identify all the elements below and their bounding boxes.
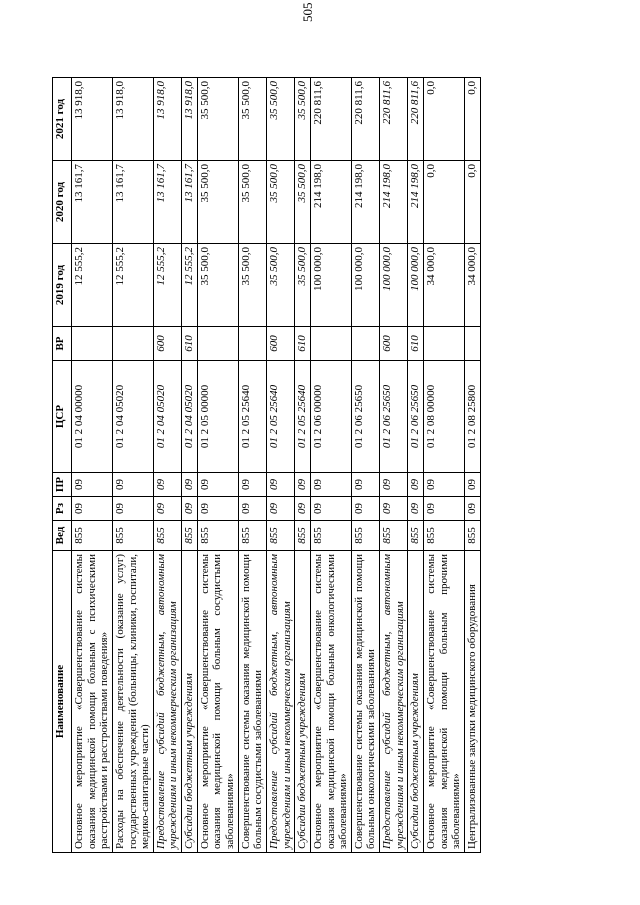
row-2021: 35 500,0 (295, 78, 311, 161)
header-name: Наименование (53, 551, 72, 853)
table-row (424, 78, 465, 853)
row-ved: 855 (380, 521, 408, 551)
table-row (380, 78, 408, 853)
row-2021: 13 918,0 (72, 78, 113, 161)
row-2020: 214 198,0 (380, 161, 408, 244)
header-2021: 2021 год (53, 78, 72, 161)
row-2021: 35 500,0 (197, 78, 238, 161)
row-2019: 34 000,0 (464, 244, 480, 327)
row-ved: 855 (424, 521, 465, 551)
row-2019: 35 500,0 (197, 244, 238, 327)
row-pr: 09 (238, 473, 266, 497)
table-row (238, 78, 266, 853)
row-2021: 220 811,6 (351, 78, 379, 161)
row-2020: 35 500,0 (295, 161, 311, 244)
row-name: Предоставление субсидий бюджетным, автономным учреждениям и иным некоммерческим организациям (380, 551, 408, 853)
table-row (266, 78, 294, 853)
row-pr: 09 (72, 473, 113, 497)
row-vr (424, 327, 465, 361)
row-ved: 855 (351, 521, 379, 551)
table-row (72, 78, 113, 853)
row-pr: 09 (424, 473, 465, 497)
row-vr: 610 (408, 327, 424, 361)
row-vr (238, 327, 266, 361)
row-2021: 13 918,0 (182, 78, 198, 161)
row-ved: 855 (464, 521, 480, 551)
table-row (351, 78, 379, 853)
row-2021: 13 918,0 (153, 78, 181, 161)
row-name: Предоставление субсидий бюджетным, автономным учреждениям и иным некоммерческим организациям (266, 551, 294, 853)
row-name: Совершенствование системы оказания медицинской помощи больным онкологическими заболеваниями (351, 551, 379, 853)
row-name: Основное мероприятие «Совершенствование системы оказания медицинской помощи больным с психическими расстройствами и расстройствами поведения» (72, 551, 113, 853)
row-name: Основное мероприятие «Совершенствование системы оказания медицинской помощи больным прочими заболеваниями» (424, 551, 465, 853)
row-rz: 09 (238, 497, 266, 521)
row-rz: 09 (72, 497, 113, 521)
row-csr: 01 2 05 25640 (238, 361, 266, 473)
row-pr: 09 (197, 473, 238, 497)
row-name: Субсидии бюджетным учреждениям (182, 551, 198, 853)
row-rz: 09 (380, 497, 408, 521)
row-csr: 01 2 08 25800 (464, 361, 480, 473)
row-name: Расходы на обеспечение деятельности (оказание услуг) государственных учреждений (больницы, клиники, госпитали, медико-санитарные части) (112, 551, 153, 853)
row-rz: 09 (182, 497, 198, 521)
row-ved: 855 (266, 521, 294, 551)
row-ved: 855 (238, 521, 266, 551)
row-2019: 100 000,0 (310, 244, 351, 327)
row-csr: 01 2 04 05020 (153, 361, 181, 473)
row-ved: 855 (72, 521, 113, 551)
row-ved: 855 (112, 521, 153, 551)
row-csr: 01 2 05 25640 (295, 361, 311, 473)
row-csr: 01 2 05 25640 (266, 361, 294, 473)
row-pr: 09 (153, 473, 181, 497)
row-rz: 09 (310, 497, 351, 521)
row-2020: 214 198,0 (351, 161, 379, 244)
row-vr: 610 (295, 327, 311, 361)
row-vr (464, 327, 480, 361)
row-pr: 09 (182, 473, 198, 497)
row-2020: 35 500,0 (266, 161, 294, 244)
row-2020: 13 161,7 (112, 161, 153, 244)
row-name: Субсидии бюджетным учреждениям (408, 551, 424, 853)
row-name: Предоставление субсидий бюджетным, автономным учреждениям и иным некоммерческим организациям (153, 551, 181, 853)
row-pr: 09 (464, 473, 480, 497)
row-2021: 0,0 (424, 78, 465, 161)
row-2021: 220 811,6 (408, 78, 424, 161)
row-vr (197, 327, 238, 361)
table-header-row (53, 78, 72, 853)
row-vr (310, 327, 351, 361)
header-csr: ЦСР (53, 361, 72, 473)
row-rz: 09 (351, 497, 379, 521)
row-pr: 09 (310, 473, 351, 497)
row-pr: 09 (112, 473, 153, 497)
row-csr: 01 2 06 25650 (351, 361, 379, 473)
row-csr: 01 2 08 00000 (424, 361, 465, 473)
row-csr: 01 2 05 00000 (197, 361, 238, 473)
row-2019: 100 000,0 (408, 244, 424, 327)
row-2019: 34 000,0 (424, 244, 465, 327)
row-rz: 09 (295, 497, 311, 521)
row-2019: 12 555,2 (153, 244, 181, 327)
row-2021: 220 811,6 (380, 78, 408, 161)
row-vr: 610 (182, 327, 198, 361)
row-csr: 01 2 04 05020 (182, 361, 198, 473)
row-2019: 35 500,0 (266, 244, 294, 327)
table-row (153, 78, 181, 853)
row-2021: 220 811,6 (310, 78, 351, 161)
row-pr: 09 (266, 473, 294, 497)
row-2020: 0,0 (424, 161, 465, 244)
row-name: Совершенствование системы оказания медицинской помощи больным сосудистыми заболеваниями (238, 551, 266, 853)
table-row (112, 78, 153, 853)
row-vr (351, 327, 379, 361)
table-row (295, 78, 311, 853)
row-pr: 09 (408, 473, 424, 497)
row-rz: 09 (266, 497, 294, 521)
row-2019: 100 000,0 (380, 244, 408, 327)
row-rz: 09 (408, 497, 424, 521)
header-rz: Рз (53, 497, 72, 521)
row-csr: 01 2 06 00000 (310, 361, 351, 473)
row-csr: 01 2 04 00000 (72, 361, 113, 473)
row-2020: 13 161,7 (182, 161, 198, 244)
row-ved: 855 (408, 521, 424, 551)
row-rz: 09 (112, 497, 153, 521)
row-2020: 13 161,7 (153, 161, 181, 244)
row-2019: 100 000,0 (351, 244, 379, 327)
row-2019: 12 555,2 (182, 244, 198, 327)
row-2020: 13 161,7 (72, 161, 113, 244)
table-row (408, 78, 424, 853)
row-2021: 35 500,0 (266, 78, 294, 161)
row-2019: 12 555,2 (72, 244, 113, 327)
row-pr: 09 (295, 473, 311, 497)
row-2020: 35 500,0 (238, 161, 266, 244)
row-2020: 214 198,0 (408, 161, 424, 244)
row-2021: 35 500,0 (238, 78, 266, 161)
row-csr: 01 2 06 25650 (380, 361, 408, 473)
row-vr: 600 (266, 327, 294, 361)
row-2019: 12 555,2 (112, 244, 153, 327)
row-ved: 855 (153, 521, 181, 551)
row-ved: 855 (310, 521, 351, 551)
header-vr: ВР (53, 327, 72, 361)
row-csr: 01 2 04 05020 (112, 361, 153, 473)
row-ved: 855 (182, 521, 198, 551)
table-row (464, 78, 480, 853)
table-row (182, 78, 198, 853)
row-pr: 09 (380, 473, 408, 497)
row-rz: 09 (197, 497, 238, 521)
row-2020: 214 198,0 (310, 161, 351, 244)
row-name: Основное мероприятие «Совершенствование системы оказания медицинской помощи больным сосудистыми заболеваниями» (197, 551, 238, 853)
row-rz: 09 (153, 497, 181, 521)
row-pr: 09 (351, 473, 379, 497)
row-2021: 13 918,0 (112, 78, 153, 161)
table-row (310, 78, 351, 853)
header-2020: 2020 год (53, 161, 72, 244)
row-2019: 35 500,0 (238, 244, 266, 327)
row-vr: 600 (153, 327, 181, 361)
row-vr: 600 (380, 327, 408, 361)
header-ved: Вед (53, 521, 72, 551)
row-vr (112, 327, 153, 361)
page-number: 505 (300, 2, 315, 22)
row-csr: 01 2 06 25650 (408, 361, 424, 473)
row-name: Субсидии бюджетным учреждениям (295, 551, 311, 853)
row-ved: 855 (295, 521, 311, 551)
row-2021: 0,0 (464, 78, 480, 161)
header-2019: 2019 год (53, 244, 72, 327)
row-name: Централизованные закупки медицинского оборудования (464, 551, 480, 853)
row-ved: 855 (197, 521, 238, 551)
row-2020: 0,0 (464, 161, 480, 244)
row-vr (72, 327, 113, 361)
table-row (197, 78, 238, 853)
row-rz: 09 (464, 497, 480, 521)
row-name: Основное мероприятие «Совершенствование системы оказания медицинской помощи больным онкологическими заболеваниями» (310, 551, 351, 853)
rotated-table-container (52, 77, 546, 853)
row-2020: 35 500,0 (197, 161, 238, 244)
budget-table (52, 77, 481, 853)
header-pr: ПР (53, 473, 72, 497)
row-rz: 09 (424, 497, 465, 521)
row-2019: 35 500,0 (295, 244, 311, 327)
